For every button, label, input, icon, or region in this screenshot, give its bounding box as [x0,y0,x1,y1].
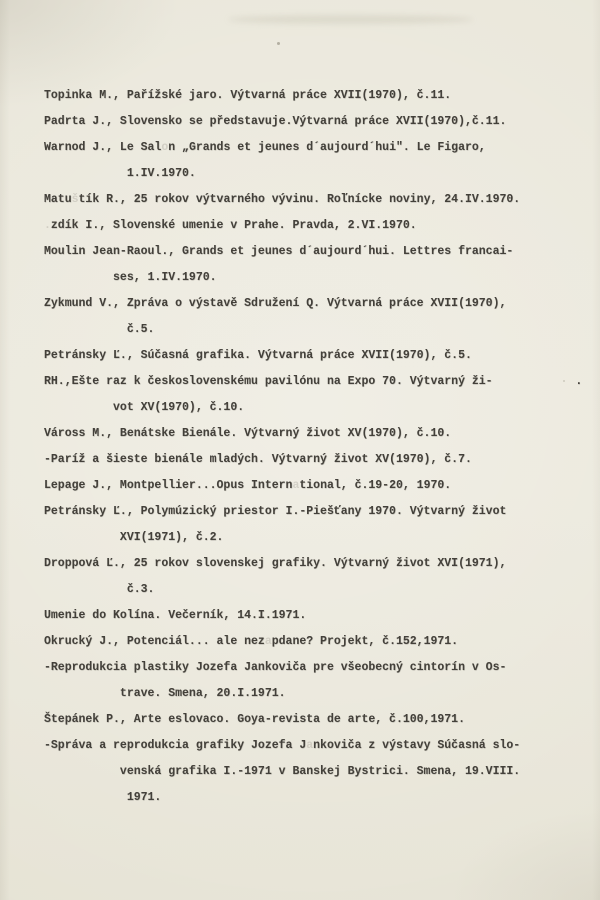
typewriter-text: Umenie do Kolína. Večerník, 14.I.1971. [44,609,307,622]
faded-typewriter-text: o [161,141,169,154]
typewriter-text: zdík I., Slovenské umenie v Prahe. Pravda, 2.VI.1970. [50,219,417,232]
bibliography-line [44,447,584,473]
bibliography-line [44,213,584,239]
faded-typewriter-text: a [264,635,272,648]
typewriter-text: Petránsky Ľ., Polymúzický priestor I.-Piešťany 1970. Výtvarný život [44,505,507,518]
typewriter-text: -Paríž a šieste bienále mladých. Výtvarný život XV(1970), č.7. [44,453,472,466]
typewriter-text: tík R., 25 rokov výtvarného vývinu. Roľnícke noviny, 24.IV.1970. [78,193,521,206]
typewriter-text: Váross M., Benátske Bienále. Výtvarný život XV(1970), č.10. [44,427,452,440]
bibliography-line [44,681,584,707]
bibliography-line [44,785,584,811]
bibliography-line [44,421,584,447]
bibliography-line [44,603,584,629]
bibliography-line [44,109,584,135]
typewriter-text: n „Grands et jeunes d´aujourd´hui". Le Figaro, [168,141,486,154]
bibliography-line [44,499,584,525]
bibliography-line [44,577,584,603]
typewriter-text: XVI(1971), č.2. [44,531,224,544]
typewriter-text: venská grafika I.-1971 v Banskej Bystrici. Smena, 19.VIII. [44,765,521,778]
typewriter-text: č.5. [44,323,155,336]
typewriter-text: Okrucký J., Potenciál... ale nez [44,635,265,648]
typewriter-text: Petránsky Ľ., Súčasná grafika. Výtvarná práce XVII(1970), č.5. [44,349,472,362]
typewriter-text: Zykmund V., Zpráva o výstavě Sdružení Q. Výtvarná práce XVII(1970), [44,297,507,310]
typewriter-text: 1.IV.1970. [44,167,196,180]
typewriter-text: Štepánek P., Arte eslovaco. Goya-revista de arte, č.100,1971. [44,713,465,726]
bibliography-line [44,733,584,759]
typewriter-text: Warnod J., Le Sal [44,141,162,154]
typewriter-text: . [492,375,583,388]
typewriter-text: č.3. [44,583,155,596]
faded-typewriter-text: š [71,193,79,206]
typewriter-text: pdane? Projekt, č.152,1971. [271,635,459,648]
faded-typewriter-text: a [306,739,314,752]
faded-typewriter-text: a [292,479,300,492]
bibliography-line [44,629,584,655]
typewriter-text: Topinka M., Pařížské jaro. Výtvarná práce XVII(1970), č.11. [44,89,452,102]
typewriter-text: Matu [44,193,72,206]
typewriter-text: ses, 1.IV.1970. [44,271,217,284]
bibliography-line [44,551,584,577]
faded-typewriter-text: . [44,219,51,232]
scan-smudge [228,15,473,24]
bibliography-line [44,369,584,395]
bibliography-line [44,135,584,161]
typewriter-text: tional, č.19-20, 1970. [299,479,452,492]
bibliography-list [44,83,584,811]
bibliography-line [44,655,584,681]
typewriter-text: Moulin Jean-Raoul., Grands et jeunes d´aujourd´hui. Lettres francai- [44,245,514,258]
typewriter-text: -Reprodukcia plastiky Jozefa Jankoviča pre všeobecný cintorín v Os- [44,661,507,674]
bibliography-line [44,707,584,733]
bibliography-line [44,525,584,551]
bibliography-line [44,317,584,343]
bibliography-line [44,161,584,187]
bibliography-line [44,187,584,213]
bibliography-line [44,265,584,291]
typewriter-text: Lepage J., Montpellier...Opus Intern [44,479,293,492]
typewriter-text: RH.,Ešte raz k československému pavilónu na Expo 70. Výtvarný ži- [44,375,493,388]
typewriter-text: trave. Smena, 20.I.1971. [44,687,286,700]
bibliography-line [44,759,584,785]
typewriter-text: 1971. [44,791,162,804]
typewriter-text: Padrta J., Slovensko se představuje.Výtvarná práce XVII(1970),č.11. [44,115,507,128]
bibliography-line [44,343,584,369]
bibliography-line [44,395,584,421]
bibliography-line [44,473,584,499]
bibliography-line [44,291,584,317]
typewriter-text: vot XV(1970), č.10. [44,401,245,414]
scan-speck [277,42,280,45]
typewriter-text: nkoviča z výstavy Súčasná slo- [313,739,521,752]
typewriter-text: Droppová Ľ., 25 rokov slovenskej grafiky. Výtvarný život XVI(1971), [44,557,507,570]
typewriter-text: -Správa a reprodukcia grafiky Jozefa J [44,739,307,752]
bibliography-line [44,239,584,265]
bibliography-line [44,83,584,109]
